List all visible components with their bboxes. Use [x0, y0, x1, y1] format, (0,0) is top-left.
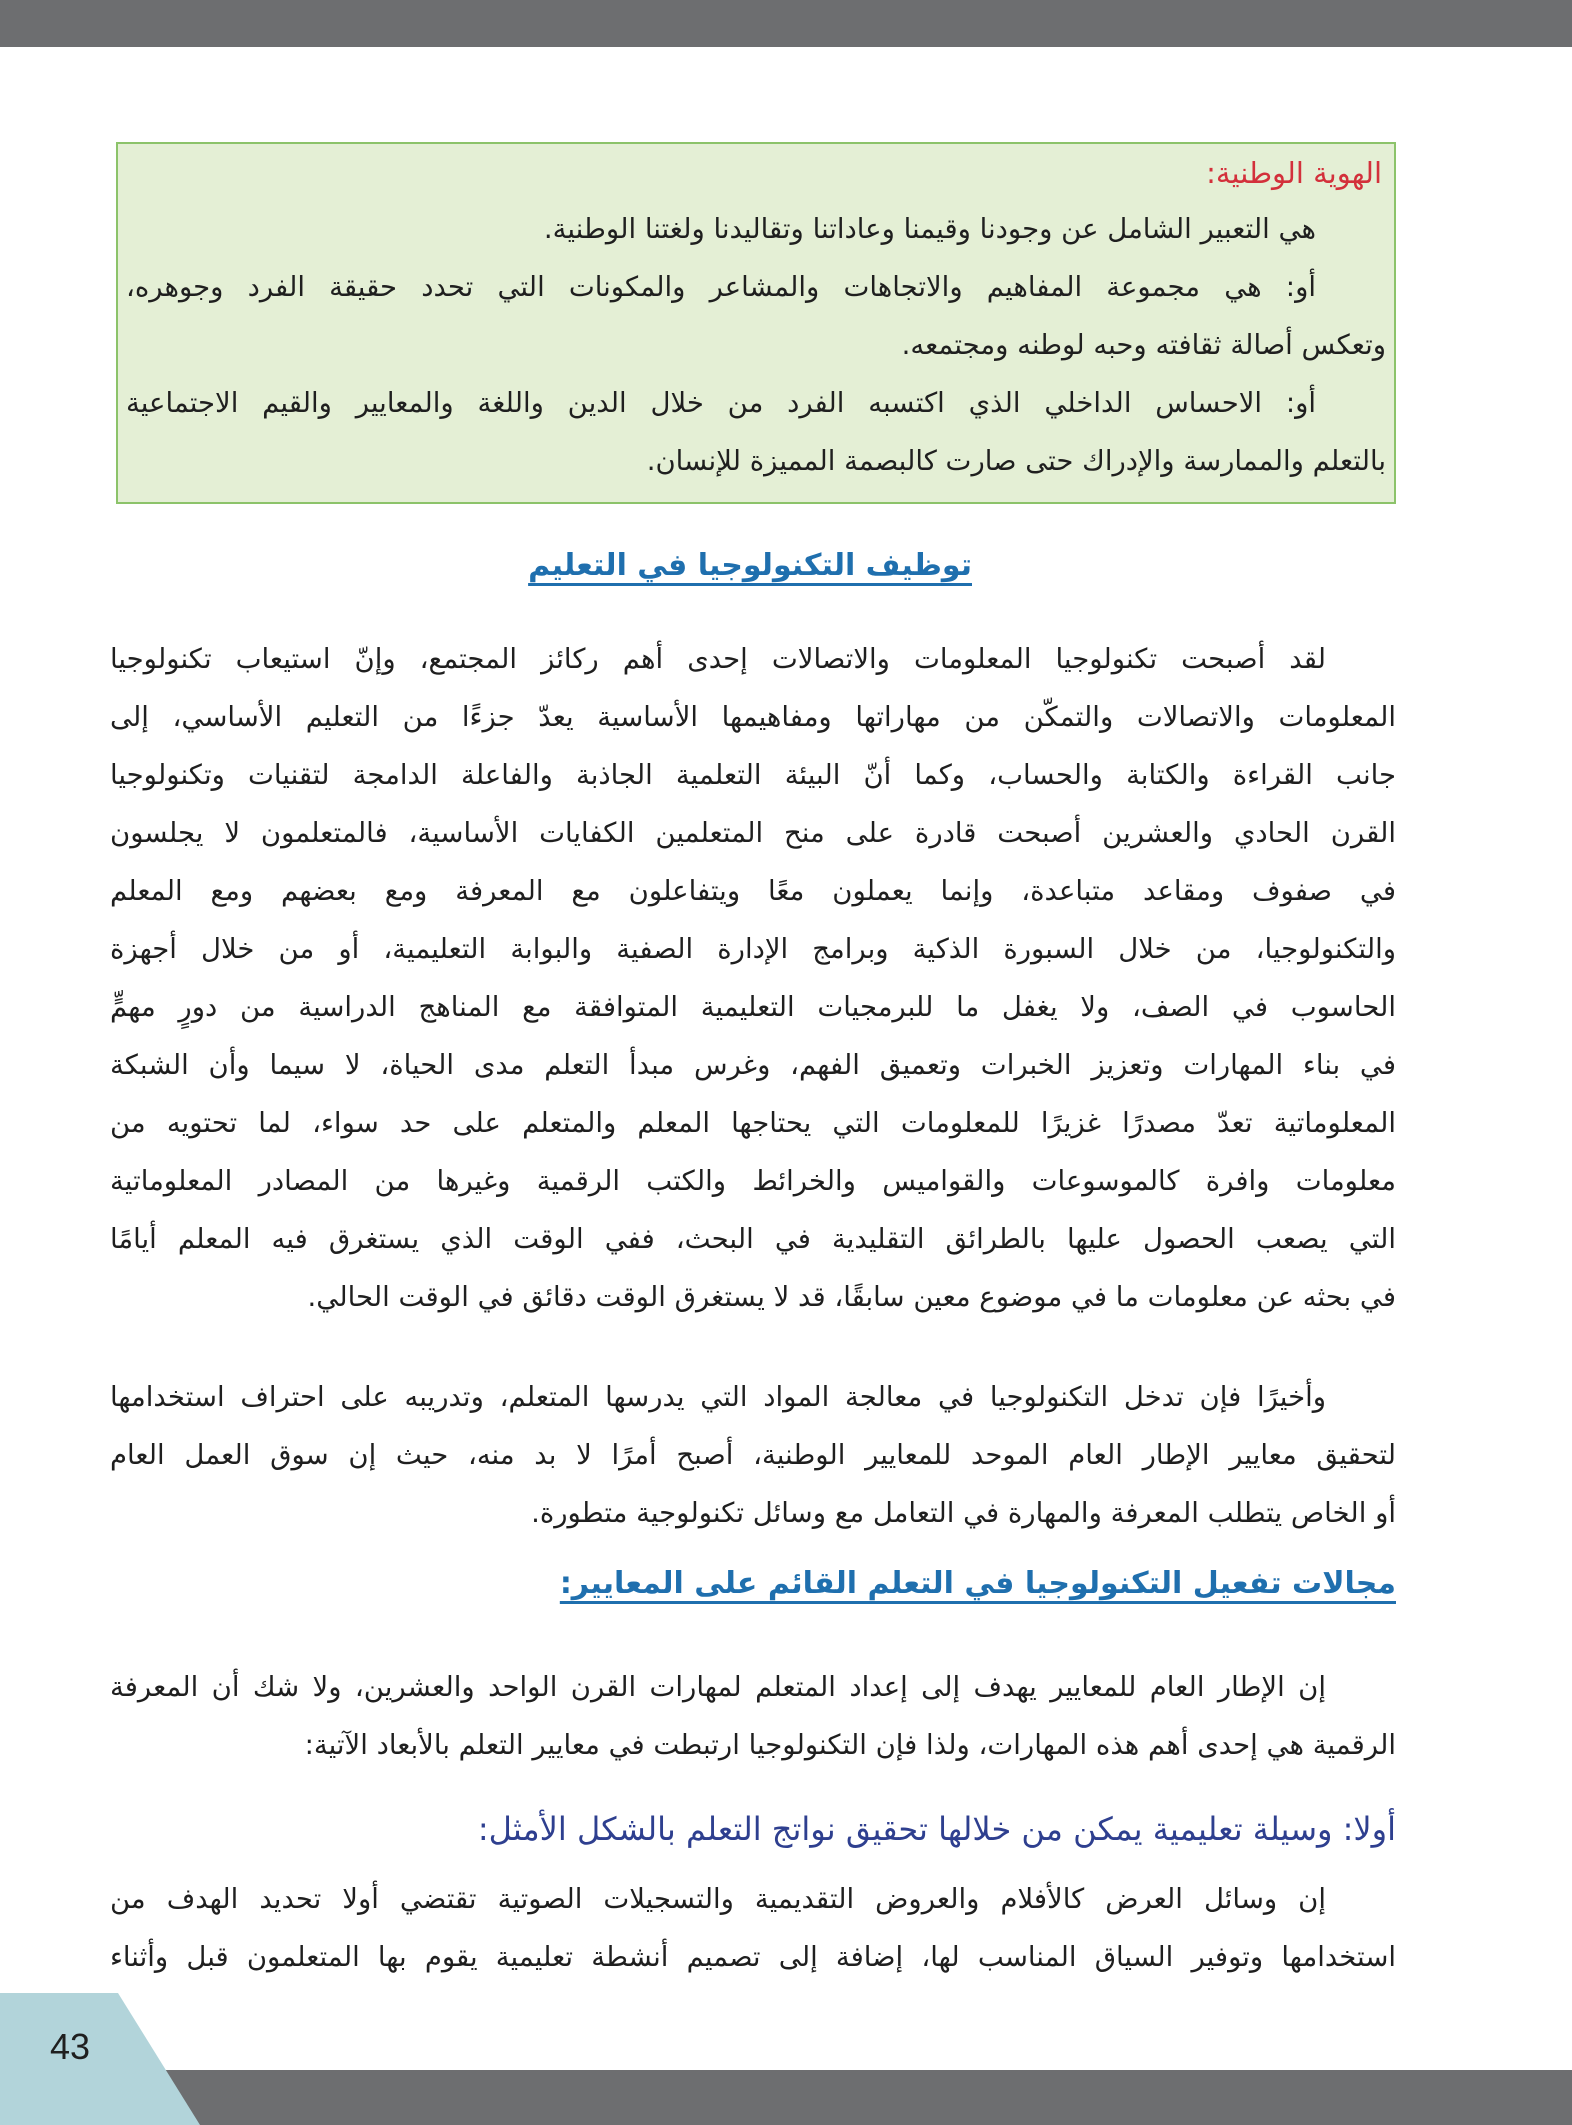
definition-line: هي التعبير الشامل عن وجودنا وقيمنا وعاداتنا وتقاليدنا ولغتنا الوطنية. [543, 213, 1316, 245]
section-heading-tech-in-education: توظيف التكنولوجيا في التعليم [528, 548, 972, 583]
paragraph-line: والتكنولوجيا، من خلال السبورة الذكية وبرامج الإدارة الصفية والبوابة التعليمية، أو من خلال أجهزة [110, 933, 1396, 965]
definition-line: أو: هي مجموعة المفاهيم والاتجاهات والمشاعر والمكونات التي تحدد حقيقة الفرد وجوهره، [126, 271, 1316, 303]
section1-paragraph-1 [110, 630, 1396, 1326]
paragraph-line: وأخيرًا فإن تدخل التكنولوجيا في معالجة المواد التي يدرسها المتعلم، وتدريبه على احتراف استخدامها [110, 1381, 1326, 1413]
definition-line: أو: الاحساس الداخلي الذي اكتسبه الفرد من خلال الدين واللغة والمعايير والقيم الاجتماعية [126, 387, 1316, 419]
paragraph-line: إن وسائل العرض كالأفلام والعروض التقديمية والتسجيلات الصوتية تقتضي أولا تحديد الهدف من [110, 1883, 1326, 1915]
page-number: 43 [50, 2026, 91, 2067]
paragraph-line: إن الإطار العام للمعايير يهدف إلى إعداد المتعلم لمهارات القرن الواحد والعشرين، ولا شك أن المعرفة [110, 1671, 1326, 1703]
paragraph-line: المعلومات والاتصالات والتمكّن من مهاراتها ومفاهيمها الأساسية يعدّ جزءًا من التعليم الأساسي، إلى [110, 701, 1396, 733]
paragraph-line: لقد أصبحت تكنولوجيا المعلومات والاتصالات إحدى أهم ركائز المجتمع، وإنّ استيعاب تكنولوجيا [110, 643, 1326, 675]
paragraph-line: لتحقيق معايير الإطار العام الموحد للمعايير الوطنية، أصبح أمرًا لا بد منه، حيث إن سوق العمل العام [110, 1439, 1396, 1471]
definition-line: وتعكس أصالة ثقافته وحبه لوطنه ومجتمعه. [901, 329, 1386, 361]
paragraph-line: الحاسوب في الصف، ولا يغفل ما للبرمجيات التعليمية المتوافقة مع المناهج الدراسية من دورٍ مهمٍّ [110, 991, 1396, 1023]
paragraph-line: أو الخاص يتطلب المعرفة والمهارة في التعامل مع وسائل تكنولوجية متطورة. [531, 1497, 1396, 1529]
paragraph-line: معلومات وافرة كالموسوعات والقواميس والخرائط والكتب الرقمية وغيرها من المصادر المعلوماتية [110, 1165, 1396, 1197]
section-heading-tech-activation: مجالات تفعيل التكنولوجيا في التعلم القائم على المعايير: [559, 1566, 1396, 1601]
paragraph-line: القرن الحادي والعشرين أصبحت قادرة على منح المتعلمين الكفايات الأساسية، فالمتعلمون لا يجلسون [110, 817, 1396, 849]
definition-box [116, 142, 1396, 504]
paragraph-line: جانب القراءة والكتابة والحساب، وكما أنّ البيئة التعلمية الجاذبة والفاعلة الدامجة لتقنيات وتكنولوجيا [110, 759, 1396, 791]
bottom-bar [0, 2070, 1572, 2125]
definition-line: بالتعلم والممارسة والإدراك حتى صارت كالبصمة المميزة للإنسان. [646, 445, 1386, 477]
paragraph-line: المعلوماتية تعدّ مصدرًا غزيرًا للمعلومات التي يحتاجها المعلم والمتعلم على حد سواء، لما تحتويه من [110, 1107, 1396, 1139]
section2-paragraph [110, 1658, 1396, 1774]
top-bar [0, 0, 1572, 47]
paragraph-line: استخدامها وتوفير السياق المناسب لها، إضافة إلى تصميم أنشطة تعليمية يقوم بها المتعلمون قبل وأثناء [110, 1941, 1396, 1973]
paragraph-line: في صفوف ومقاعد متباعدة، وإنما يعملون معًا ويتفاعلون مع المعرفة ومع بعضهم ومع المعلم [110, 875, 1396, 907]
section3-paragraph [110, 1870, 1396, 1986]
subheading-first-dimension: أولا: وسيلة تعليمية يمكن من خلالها تحقيق نواتج التعلم بالشكل الأمثل: [477, 1810, 1396, 1848]
paragraph-line: في بناء المهارات وتعزيز الخبرات وتعميق الفهم، وغرس مبدأ التعلم مدى الحياة، لا سيما وأن الشبكة [110, 1049, 1396, 1081]
section1-paragraph-2 [110, 1368, 1396, 1542]
definition-title: الهوية الوطنية: [1206, 156, 1382, 190]
paragraph-line: في بحثه عن معلومات ما في موضوع معين سابقًا، قد لا يستغرق الوقت دقائق في الوقت الحالي. [307, 1281, 1396, 1313]
paragraph-line: الرقمية هي إحدى أهم هذه المهارات، ولذا فإن التكنولوجيا ارتبطت في معايير التعلم بالأبعاد الآتية: [304, 1729, 1396, 1761]
paragraph-line: التي يصعب الحصول عليها بالطرائق التقليدية في البحث، ففي الوقت الذي يستغرق فيه المعلم أيامًا [110, 1223, 1396, 1255]
